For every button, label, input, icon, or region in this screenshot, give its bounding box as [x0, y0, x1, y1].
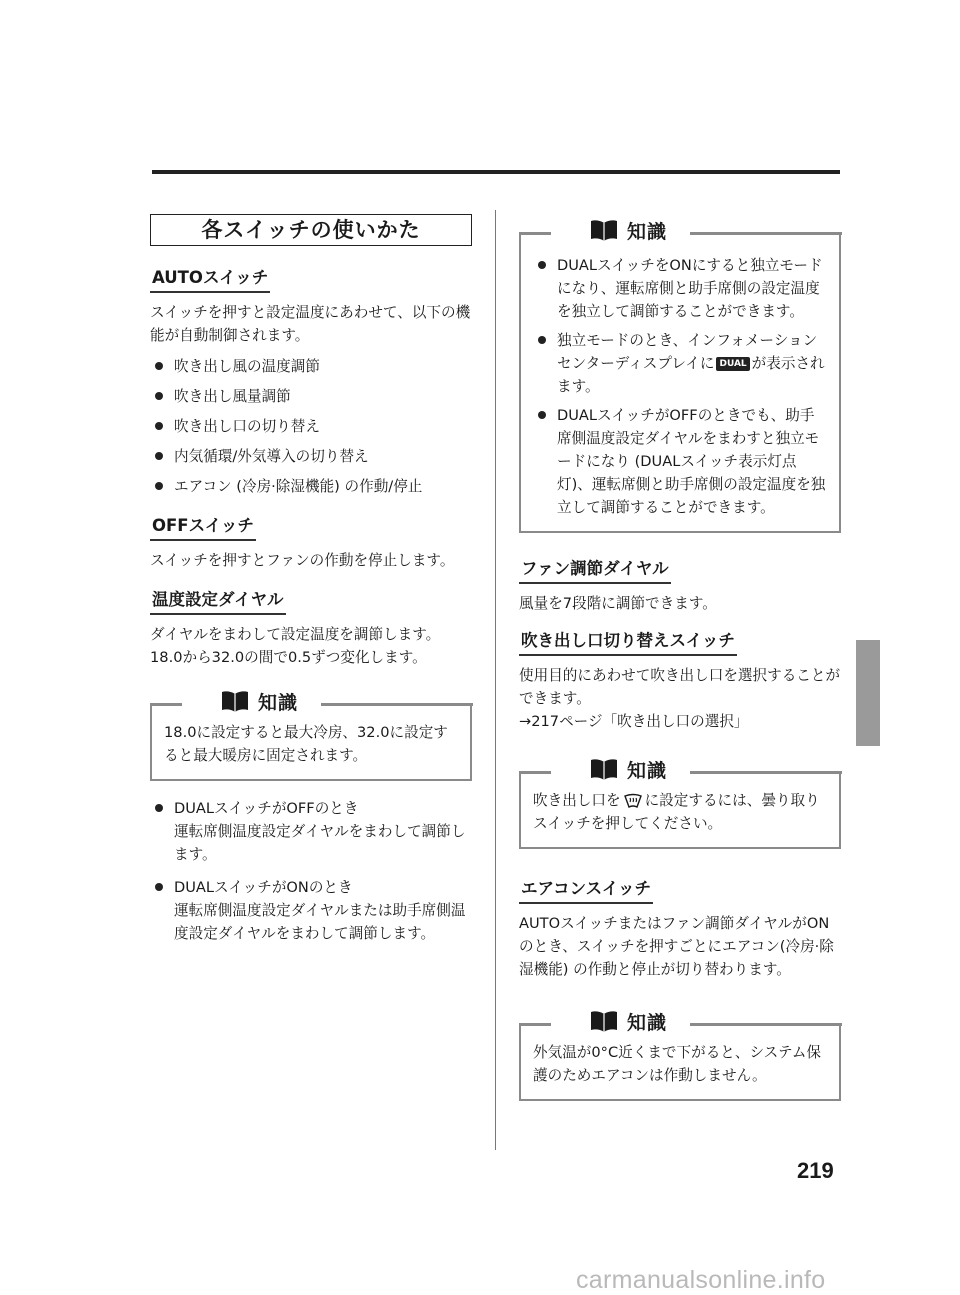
section-title: 各スイッチの使いかた — [150, 214, 472, 246]
ac-switch-heading: エアコンスイッチ — [519, 875, 653, 904]
outlet-switch-text: 使用目的にあわせて吹き出し口を選択することができます。 — [519, 667, 841, 707]
fan-dial-text: 風量を7段階に調節できます。 — [519, 595, 717, 612]
chapter-side-tab — [856, 640, 880, 746]
book-icon — [589, 1009, 619, 1033]
windshield-defrost-icon — [623, 793, 643, 809]
dual-indicator-icon: DUAL — [716, 357, 749, 371]
list-item-text: 独立モードのとき、インフォメーションセンターディスプレイに — [557, 332, 818, 372]
list-item: エアコン (冷房·除湿機能) の作動/停止 — [150, 475, 472, 498]
note-text — [533, 789, 827, 835]
note-header — [566, 1006, 690, 1036]
fan-dial-heading: ファン調節ダイヤル — [519, 555, 671, 584]
temp-dial-heading: 温度設定ダイヤル — [150, 586, 286, 615]
book-icon — [589, 757, 619, 781]
note-header — [566, 215, 690, 245]
list-item: DUALスイッチをONにすると独立モードになり、運転席側と助手席側の設定温度を独立して調節することができます。 — [533, 254, 827, 323]
list-item: 吹き出し風の温度調節 — [150, 355, 472, 378]
temp-dial-text: ダイヤルをまわして設定温度を調節します。 — [150, 626, 441, 643]
list-item: DUALスイッチがONのとき 運転席側温度設定ダイヤルまたは助手席側温度設定ダイヤルをまわして調節します。 — [150, 876, 472, 945]
knowledge-note — [519, 759, 841, 849]
auto-switch-intro: スイッチを押すと設定温度にあわせて、以下の機能が自動制御されます。 — [150, 304, 471, 344]
note-text: 18.0に設定すると最大冷房、32.0に設定すると最大暖房に固定されます。 — [164, 724, 448, 764]
note-title: 知識 — [626, 220, 667, 243]
list-item: 内気循環/外気導入の切り替え — [150, 445, 472, 468]
list-item: DUALスイッチがOFFのときでも、助手席側温度設定ダイヤルをまわすと独立モードになり (DUALスイッチ表示灯点灯)、運転席側と助手席側の設定温度を独立して調節することができます。 — [533, 404, 827, 519]
note-title: 知識 — [626, 759, 667, 782]
column-divider — [495, 210, 496, 1150]
list-item: 吹き出し口の切り替え — [150, 415, 472, 438]
off-switch-heading: OFFスイッチ — [150, 512, 256, 541]
note-title: 知識 — [626, 1011, 667, 1034]
note-header — [197, 686, 321, 716]
book-icon — [220, 689, 250, 713]
knowledge-note — [519, 1011, 841, 1101]
temp-dial-range: 18.0から32.0の間で0.5ずつ変化します。 — [150, 649, 427, 666]
list-item-text: が表示されます。 — [557, 355, 825, 395]
dual-mode-list — [150, 797, 472, 945]
note-list — [533, 254, 827, 519]
top-rule — [152, 170, 840, 174]
watermark: carmanualsonline.info — [576, 1266, 826, 1294]
ac-switch-text: AUTOスイッチまたはファン調節ダイヤルがONのとき、スイッチを押すごとにエアコン(冷房·除湿機能) の作動と停止が切り替わります。 — [519, 915, 834, 978]
note-text-part: に設定するには、曇り取りスイッチを押してください。 — [533, 792, 820, 832]
page-number: 219 — [797, 1158, 834, 1183]
note-text-part: 吹き出し口を — [533, 792, 621, 809]
outlet-switch-heading: 吹き出し口切り替えスイッチ — [519, 627, 737, 656]
page-reference: →217ページ「吹き出し口の選択」 — [519, 713, 749, 730]
note-title: 知識 — [257, 691, 298, 714]
off-switch-text: スイッチを押すとファンの作動を停止します。 — [150, 552, 455, 569]
list-item: 吹き出し風量調節 — [150, 385, 472, 408]
book-icon — [589, 218, 619, 242]
list-item — [533, 329, 827, 398]
note-text: 外気温が0°C近くまで下がると、システム保護のためエアコンは作動しません。 — [533, 1044, 822, 1084]
knowledge-note — [519, 220, 841, 533]
knowledge-note — [150, 691, 472, 781]
list-item: DUALスイッチがOFFのとき 運転席側温度設定ダイヤルをまわして調節します。 — [150, 797, 472, 866]
auto-function-list — [150, 355, 472, 498]
auto-switch-heading: AUTOスイッチ — [150, 264, 270, 293]
left-column — [150, 214, 472, 952]
right-column — [519, 214, 841, 1101]
note-header — [566, 754, 690, 784]
